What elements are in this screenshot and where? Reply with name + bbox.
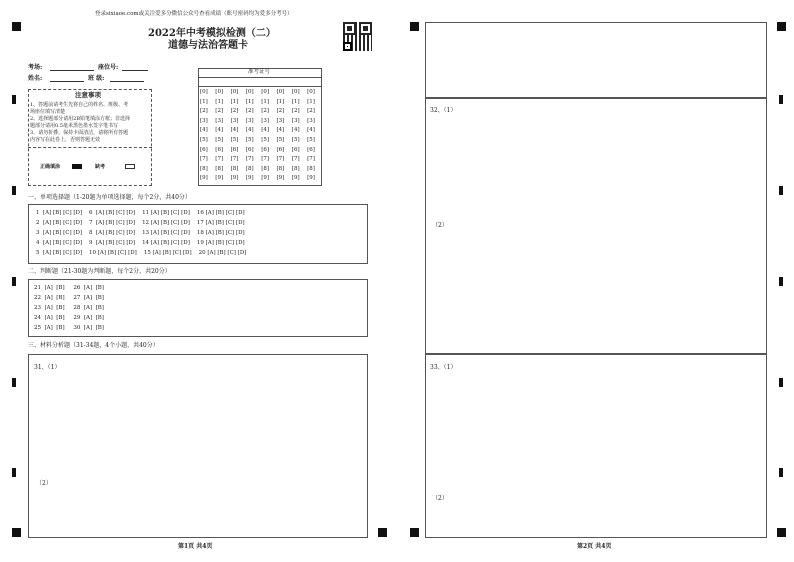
q33-part1-label: 33、（1）	[430, 364, 457, 371]
name-label: 姓名:	[28, 75, 43, 82]
exam-room-label: 考场:	[28, 64, 43, 71]
ticket-write-line	[198, 86, 322, 87]
ticket-digit-bubble[interactable]: [6]	[307, 146, 315, 153]
timing-mark	[12, 277, 16, 286]
ticket-digit-bubble[interactable]: [6]	[276, 146, 285, 153]
q32-part2-label: （2）	[432, 222, 448, 229]
q32-part1-label: 32、（1）	[430, 107, 457, 114]
ticket-digit-bubble[interactable]: [6]	[215, 146, 224, 153]
section2-rows	[34, 285, 104, 335]
q33-part2-label: （2）	[432, 495, 448, 502]
ticket-digit-bubble[interactable]: [0]	[261, 89, 269, 95]
ticket-digit-column	[215, 88, 223, 184]
judge-row[interactable]: 21 [A] [B] 26 [A] [B]	[34, 285, 104, 291]
judge-row[interactable]: 25 [A] [B] 30 [A] [B]	[34, 325, 104, 331]
corner-mark	[378, 528, 387, 537]
ticket-digit-bubble[interactable]: [9]	[291, 175, 300, 182]
ticket-digit-bubble[interactable]: [6]	[230, 146, 239, 153]
ticket-header-line	[198, 77, 322, 78]
ticket-digit-bubble[interactable]: [2]	[200, 108, 208, 115]
ticket-digit-bubble[interactable]: [7]	[200, 156, 208, 163]
ticket-digit-bubble[interactable]: [3]	[215, 117, 224, 124]
ticket-digit-column	[231, 88, 239, 184]
ticket-digit-bubble[interactable]: [8]	[261, 165, 269, 172]
ticket-digit-bubble[interactable]: [7]	[291, 156, 300, 163]
corner-mark	[777, 22, 786, 31]
q31-answer-box[interactable]	[28, 354, 368, 538]
ticket-digit-bubble[interactable]: [3]	[230, 117, 239, 124]
ticket-digit-bubble[interactable]: [9]	[261, 175, 269, 182]
choice-row[interactable]: 4 [A] [B] [C] [D] 9 [A] [B] [C] [D] 14 [A] [B] [C] [D] 19 [A] [B] [C] [D]	[36, 240, 245, 246]
ticket-digit-bubble[interactable]: [7]	[276, 156, 285, 163]
ticket-digit-bubble[interactable]: [6]	[261, 146, 269, 153]
ticket-digit-bubble[interactable]: [2]	[276, 108, 285, 115]
ticket-digit-bubble[interactable]: [8]	[276, 165, 285, 172]
header-note: 登录sixiaoe.com或关注爱多分微信公众号查看成绩（账号密码均为爱多分考号）	[95, 11, 293, 17]
ticket-digit-bubble[interactable]: [9]	[245, 175, 254, 182]
timing-mark	[779, 277, 783, 286]
right-top-answer-box[interactable]	[425, 22, 767, 98]
seat-no-field[interactable]	[122, 70, 148, 71]
exam-title: 2022年中考模拟检测（二）	[148, 28, 276, 39]
timing-mark	[779, 378, 783, 387]
ticket-digit-bubble[interactable]: [0]	[200, 89, 208, 95]
ticket-digit-bubble[interactable]: [2]	[230, 108, 239, 115]
ticket-digit-bubble[interactable]: [7]	[215, 156, 224, 163]
ticket-digit-bubble[interactable]: [9]	[200, 175, 208, 182]
ticket-digit-bubble[interactable]: [9]	[307, 175, 315, 182]
timing-mark	[12, 468, 16, 477]
ticket-digit-bubble[interactable]: [5]	[215, 136, 224, 143]
ticket-digit-bubble[interactable]: [1]	[276, 98, 285, 105]
ticket-digit-bubble[interactable]: [0]	[307, 89, 315, 95]
ticket-digit-bubble[interactable]: [9]	[276, 175, 285, 182]
ticket-digit-bubble[interactable]: [2]	[291, 108, 300, 115]
ticket-digit-bubble[interactable]: [4]	[200, 127, 208, 134]
ticket-label: 准考证号	[248, 69, 271, 75]
absent-checkbox[interactable]	[125, 164, 135, 169]
ticket-digit-bubble[interactable]: [8]	[200, 165, 208, 172]
timing-mark	[779, 186, 783, 195]
notice-line: 1、答题前请考生先将自己的姓名、班级、考	[30, 102, 129, 108]
timing-mark	[779, 468, 783, 477]
ticket-digit-bubble[interactable]: [4]	[291, 127, 300, 134]
ticket-digit-bubble[interactable]: [1]	[230, 98, 239, 105]
timing-mark	[12, 95, 16, 104]
notice-divider	[28, 147, 152, 148]
ticket-digit-bubble[interactable]: [0]	[291, 89, 300, 95]
choice-row[interactable]: 5 [A] [B] [C] [D] 10 [A] [B] [C] [D] 15 [A] [B] [C] [D] 20 [A] [B] [C] [D]	[36, 250, 247, 256]
timing-mark	[779, 95, 783, 104]
q33-answer-box[interactable]	[425, 354, 767, 538]
seat-no-label: 座位号:	[98, 64, 119, 71]
ticket-digit-bubble[interactable]: [3]	[245, 117, 254, 124]
choice-row[interactable]: 1 [A] [B] [C] [D] 6 [A] [B] [C] [D] 11 [A] [B] [C] [D] 16 [A] [B] [C] [D]	[36, 210, 245, 216]
ticket-digit-bubble[interactable]: [6]	[245, 146, 254, 153]
ticket-digit-bubble[interactable]: [0]	[230, 89, 239, 95]
ticket-digit-column	[261, 88, 269, 184]
corner-mark	[12, 22, 21, 31]
choice-row[interactable]: 2 [A] [B] [C] [D] 7 [A] [B] [C] [D] 12 [A] [B] [C] [D] 17 [A] [B] [C] [D]	[36, 220, 245, 226]
notice-line: 2、选择题部分请用2B铅笔填涂方框；非选择	[30, 116, 131, 122]
ticket-digit-bubble[interactable]: [7]	[261, 156, 269, 163]
section1-title: 一、单项选择题（1-20题为单项选择题，每个2分，共40分）	[28, 194, 191, 201]
ticket-digit-bubble[interactable]: [4]	[261, 127, 269, 134]
notice-lines	[30, 102, 150, 144]
ticket-digit-bubble[interactable]: [1]	[215, 98, 224, 105]
ticket-digit-bubble[interactable]: [4]	[276, 127, 285, 134]
ticket-digit-bubble[interactable]: [7]	[245, 156, 254, 163]
ticket-digit-bubble[interactable]: [5]	[276, 136, 285, 143]
ticket-digit-bubble[interactable]: [6]	[200, 146, 208, 153]
ticket-digit-bubble[interactable]: [3]	[291, 117, 300, 124]
corner-mark	[410, 528, 419, 537]
ticket-digit-bubble[interactable]: [0]	[245, 89, 254, 95]
ticket-digit-bubble[interactable]: [7]	[230, 156, 239, 163]
exam-room-field[interactable]	[50, 70, 94, 71]
ticket-digit-column	[307, 88, 315, 184]
ticket-digit-bubble[interactable]: [5]	[230, 136, 239, 143]
timing-mark	[12, 378, 16, 387]
page-footer-right: 第2页 共4页	[577, 543, 612, 550]
ticket-digit-bubble[interactable]: [3]	[307, 117, 315, 124]
ticket-digit-bubble[interactable]: [8]	[307, 165, 315, 172]
ticket-digit-bubble[interactable]: [1]	[261, 98, 269, 105]
corner-mark	[12, 528, 21, 537]
ticket-digit-bubble[interactable]: [5]	[261, 136, 269, 143]
ticket-digit-bubble[interactable]: [1]	[307, 98, 315, 105]
q31-part2-label: （2）	[36, 480, 52, 487]
ticket-digit-column	[246, 88, 254, 184]
absent-label: 缺考	[95, 164, 106, 170]
ticket-digit-bubble[interactable]: [8]	[215, 165, 224, 172]
choice-row[interactable]: 3 [A] [B] [C] [D] 8 [A] [B] [C] [D] 13 [A] [B] [C] [D] 18 [A] [B] [C] [D]	[36, 230, 245, 236]
ticket-digit-bubble[interactable]: [4]	[215, 127, 224, 134]
ticket-digit-bubble[interactable]: [5]	[245, 136, 254, 143]
qr-finder	[343, 42, 352, 51]
ticket-digit-bubble[interactable]: [2]	[245, 108, 254, 115]
ticket-digit-bubble[interactable]: [0]	[276, 89, 285, 95]
corner-mark	[777, 528, 786, 537]
ticket-digit-bubble[interactable]: [1]	[245, 98, 254, 105]
judge-row[interactable]: 23 [A] [B] 28 [A] [B]	[34, 305, 104, 311]
page-footer-left: 第1页 共4页	[178, 543, 213, 550]
ticket-digit-bubble[interactable]: [8]	[230, 165, 239, 172]
ticket-digit-bubble[interactable]: [5]	[307, 136, 315, 143]
ticket-digit-bubble[interactable]: [7]	[307, 156, 315, 163]
ticket-digit-bubble[interactable]: [9]	[230, 175, 239, 182]
correct-fill-sample	[72, 164, 82, 169]
class-field[interactable]	[110, 81, 144, 82]
ticket-digit-column	[200, 88, 208, 184]
class-label: 班 级:	[88, 75, 105, 82]
ticket-digit-bubble[interactable]: [3]	[261, 117, 269, 124]
ticket-digit-bubble[interactable]: [2]	[307, 108, 315, 115]
ticket-digit-column	[292, 88, 300, 184]
correct-fill-label: 正确填涂	[40, 164, 61, 170]
ticket-digit-bubble[interactable]: [8]	[291, 165, 300, 172]
ticket-digit-bubble[interactable]: [2]	[215, 108, 224, 115]
notice-line: 内容写在此卷上，否则答题无效	[30, 137, 101, 143]
ticket-digit-bubble[interactable]: [4]	[230, 127, 239, 134]
ticket-digit-bubble[interactable]: [4]	[307, 127, 315, 134]
q32-answer-box[interactable]	[425, 98, 767, 354]
q31-part1-label: 31、（1）	[34, 364, 61, 371]
timing-mark	[12, 186, 16, 195]
section1-rows	[36, 210, 246, 260]
ticket-digit-bubble[interactable]: [5]	[291, 136, 300, 143]
ticket-digit-bubble[interactable]: [8]	[245, 165, 254, 172]
ticket-digit-columns	[200, 88, 322, 184]
ticket-digit-bubble[interactable]: [3]	[200, 117, 208, 124]
notice-line: 题部分请用0.5毫米黑色墨水签字笔书写	[30, 123, 118, 129]
ticket-digit-bubble[interactable]: [1]	[291, 98, 300, 105]
judge-row[interactable]: 22 [A] [B] 27 [A] [B]	[34, 295, 104, 301]
exam-subtitle: 道德与法治答题卡	[168, 40, 248, 51]
notice-title: 注意事项	[75, 91, 101, 99]
section3-title: 三、材料分析题（31-34题，4个小题，共40分）	[28, 342, 159, 349]
ticket-digit-bubble[interactable]: [2]	[261, 108, 269, 115]
ticket-digit-bubble[interactable]: [9]	[215, 175, 224, 182]
ticket-digit-bubble[interactable]: [0]	[215, 89, 224, 95]
ticket-digit-bubble[interactable]: [1]	[200, 98, 208, 105]
ticket-digit-column	[277, 88, 285, 184]
ticket-digit-bubble[interactable]: [4]	[245, 127, 254, 134]
ticket-digit-bubble[interactable]: [3]	[276, 117, 285, 124]
section2-title: 二、判断题（21-30题为判断题，每个2分，共20分）	[28, 268, 171, 275]
name-field[interactable]	[50, 81, 84, 82]
ticket-digit-bubble[interactable]: [6]	[291, 146, 300, 153]
judge-row[interactable]: 24 [A] [B] 29 [A] [B]	[34, 315, 104, 321]
ticket-digit-bubble[interactable]: [5]	[200, 136, 208, 143]
notice-line: 场座位填写清楚	[30, 109, 66, 115]
notice-line: 3、请勿折叠，保持卡面清洁，请将所有答题	[30, 130, 129, 136]
corner-mark	[410, 22, 419, 31]
